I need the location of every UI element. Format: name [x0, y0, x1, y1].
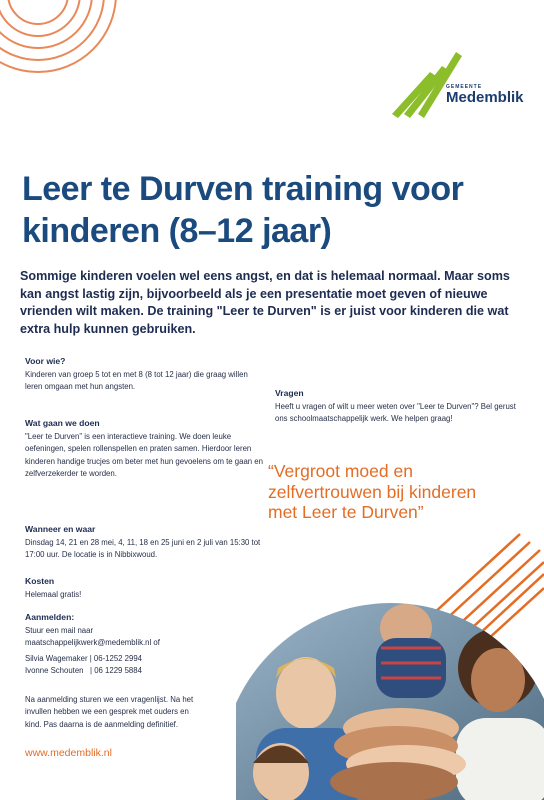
section-body: "Leer te Durven" is een interactieve training. We doen leuke oefeningen, spelen rollenspellen en praten samen. Hierdoor leren kinderen handige trucjes om beter met hun gevoelens om te gaan en zelfverzekerder te worden.	[25, 432, 263, 478]
signup-email[interactable]: maatschappelijkwerk@medemblik.nl of	[25, 638, 160, 648]
section-wanneer-en-waar	[25, 524, 265, 562]
section-body: Kinderen van groep 5 tot en met 8 (8 tot 12 jaar) die graag willen leren omgaan met hun angsten.	[25, 370, 248, 392]
page-title: Leer te Durven training voor kinderen (8–12 jaar)	[22, 170, 464, 250]
section-body: Na aanmelding sturen we een vragenlijst. Na het invullen hebben we een gesprek met ouders en kind. Pas daarna is de aanmelding definitief.	[25, 695, 194, 729]
children-hands-photo	[236, 598, 544, 800]
signup-line: Stuur een mail naar	[25, 626, 94, 635]
contact-ivonne: Ivonne Schouten | 06 1229 5884	[25, 665, 142, 675]
intro-paragraph: Sommige kinderen voelen wel eens angst, en dat is helemaal normaal. Maar soms kan angst lastig zijn, bijvoorbeeld als je een presentatie moet geven of nieuwe vrienden wilt maken. De training "Leer te Durven" is er juist voor kinderen die wat extra hulp kunnen gebruiken.	[20, 269, 510, 336]
contact-silvia: Silvia Wagemaker | 06-1252 2994	[25, 653, 143, 663]
section-body: Dinsdag 14, 21 en 28 mei, 4, 11, 18 en 25 juni en 2 juli van 15:30 tot 17:00 uur. De locatie is in Nibbixwoud.	[25, 538, 261, 560]
section-body: Helemaal gratis!	[25, 590, 82, 599]
section-heading: Kosten	[25, 576, 55, 586]
section-heading: Vragen	[275, 388, 304, 398]
section-vragen	[275, 388, 525, 426]
section-heading: Voor wie?	[25, 356, 66, 366]
section-heading: Wanneer en waar	[25, 524, 96, 534]
pull-quote: “Vergroot moed en zelfvertrouwen bij kinderen met Leer te Durven”	[268, 461, 477, 522]
section-voor-wie	[25, 356, 265, 394]
section-kosten	[25, 576, 265, 601]
logo-name: Medemblik	[446, 89, 524, 106]
logo-municipality-label: GEMEENTE	[446, 84, 483, 90]
section-wat-gaan-we-doen	[25, 418, 265, 480]
website-link[interactable]: www.medemblik.nl	[25, 747, 112, 759]
section-aanmelden	[25, 612, 265, 677]
section-body: Heeft u vragen of wilt u meer weten over "Leer te Durven"? Bel gerust ons schoolmaatschappelijk werk. We helpen graag!	[275, 402, 516, 424]
decorative-arcs	[0, 0, 130, 100]
section-na-aanmelding	[25, 694, 200, 731]
section-heading: Wat gaan we doen	[25, 418, 100, 428]
section-heading: Aanmelden:	[25, 612, 75, 622]
